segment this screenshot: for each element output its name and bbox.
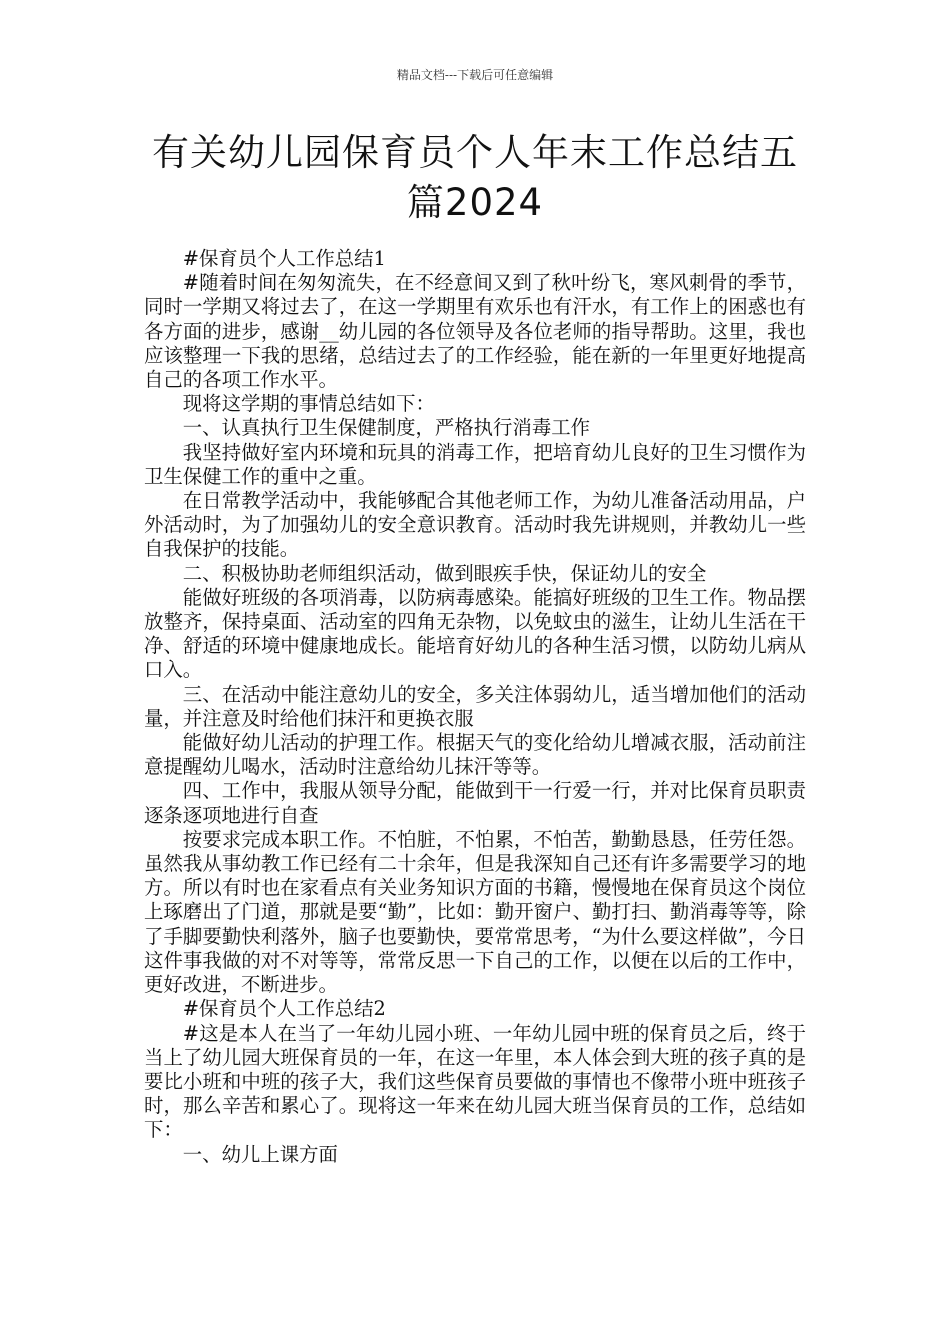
subheading: 三、在活动中能注意幼儿的安全，多关注体弱幼儿，适当增加他们的活动量，并注意及时给他们抹汗和更换衣服 [144,682,806,730]
subheading: 四、工作中，我服从领导分配，能做到干一行爱一行，并对比保育员职责逐条逐项地进行自查 [144,779,806,827]
paragraph: #随着时间在匆匆流失，在不经意间又到了秋叶纷飞，寒风刺骨的季节，同时一学期又将过去了，在这一学期里有欢乐也有汗水，有工作上的困惑也有各方面的进步，感谢__幼儿园的各位领导及各位老师的指导帮助。这里，我也应该整理一下我的思绪，总结过去了的工作经验，能在新的一年里更好地提高自己的各项工作水平。 [144,271,806,392]
page-header-note: 精品文档---下载后可任意编辑 [396,68,554,82]
subheading: 一、幼儿上课方面 [182,1142,338,1166]
paragraph: 按要求完成本职工作。不怕脏，不怕累，不怕苦，勤勤恳恳，任劳任怨。虽然我从事幼教工作已经有二十余年，但是我深知自己还有许多需要学习的地方。所以有时也在家看点有关业务知识方面的书籍，慢慢地在保育员这个岗位上琢磨出了门道，那就是要“勤”，比如：勤开窗户、勤打扫、勤消毒等等，除了手脚要勤快利落外，脑子也要勤快，要常常思考，“为什么要这样做”，今日这件事我做的对不对等等，常常反思一下自己的工作，以便在以后的工作中，更好改进，不断进步。 [144,827,806,997]
section-heading: #保育员个人工作总结1 [182,247,386,270]
paragraph: #这是本人在当了一年幼儿园小班、一年幼儿园中班的保育员之后，终于当上了幼儿园大班保育员的一年，在这一年里，本人体会到大班的孩子真的是要比小班和中班的孩子大，我们这些保育员要做的事情也不像带小班中班孩子时，那么辛苦和累心了。现将这一年来在幼儿园大班当保育员的工作，总结如下： [144,1021,806,1142]
section-heading: #保育员个人工作总结2 [182,997,386,1021]
paragraph: 现将这学期的事情总结如下： [182,392,435,416]
paragraph: 能做好班级的各项消毒，以防病毒感染。能搞好班级的卫生工作。物品摆放整齐，保持桌面、活动室的四角无杂物，以免蚊虫的滋生，让幼儿生活在干净、舒适的环境中健康地成长。能培育好幼儿的各种生活习惯，以防幼儿病从口入。 [144,585,806,682]
subheading: 二、积极协助老师组织活动，做到眼疾手快，保证幼儿的安全 [182,561,707,585]
paragraph: 在日常教学活动中，我能够配合其他老师工作，为幼儿准备活动用品，户外活动时，为了加强幼儿的安全意识教育。活动时我先讲规则，并教幼儿一些自我保护的技能。 [144,489,806,561]
subheading: 一、认真执行卫生保健制度，严格执行消毒工作 [182,416,590,440]
paragraph: 能做好幼儿活动的护理工作。根据天气的变化给幼儿增减衣服，活动前注意提醒幼儿喝水，活动时注意给幼儿抹汗等等。 [144,731,806,779]
document-title: 有关幼儿园保育员个人年末工作总结五篇2024 [152,131,798,224]
document-body [144,247,806,1167]
paragraph: 我坚持做好室内环境和玩具的消毒工作，把培育幼儿良好的卫生习惯作为卫生保健工作的重中之重。 [144,440,806,488]
